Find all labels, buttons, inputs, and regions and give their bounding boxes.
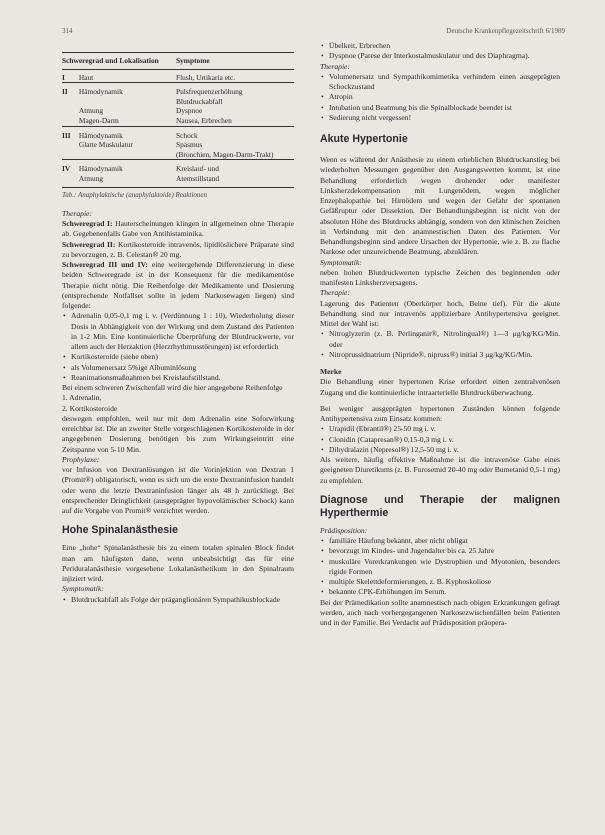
list-item: • Adrenalin 0,05-0,1 mg i. v. (Verdünnung 1 : 10), Wiederholung dieser Dosis in Abhängigkeit von der Wirkung und dem Zustand des Patienten in 1-2 Min. Eine kontinuierliche Überprüfung der Blutdruckwerte, vor allem auch der Herzaktion (Herzrhythmusstörungen) ist erforderlich bbox=[62, 311, 294, 352]
list-item: • muskuläre Vorerkrankungen wie Dystrophien und Myotonien, besonders rigide Formen bbox=[320, 557, 560, 578]
hyperthermie-section-heading: Diagnose und Therapie der malignen Hyperthermie bbox=[320, 493, 560, 519]
weniger-text: Bei weniger ausgeprägten hypertonen Zuständen können folgende Antihypertensiva zum Einsatz kommen: bbox=[320, 403, 560, 423]
list-item: • Sedierung nicht vergessen! bbox=[320, 113, 560, 123]
symptom-cell: Flush, Urtikaria etc. bbox=[176, 69, 294, 83]
hypertonie-symptom-heading: Symptomatik: bbox=[320, 257, 362, 267]
hypertonie-therapie-text: Lagerung des Patienten (Oberkörper hoch, Beine tief). Für die akute Behandlung sind nur intravenös applizierbare Antihypertensiva geeignet. Mittel der Wahl ist: bbox=[320, 298, 560, 328]
symptom-cell: Blutdruckabfall bbox=[176, 96, 223, 106]
symptom-cell: Schock bbox=[176, 126, 294, 140]
symptom-cell: Kreislauf- und bbox=[176, 160, 294, 174]
list-item: • Kortikosteroide (siehe oben) bbox=[62, 352, 294, 362]
table-row bbox=[62, 83, 294, 97]
localisation-cell: Hämodynamik bbox=[79, 160, 176, 174]
spinal-symptom-list bbox=[62, 595, 294, 605]
symptom-cell: (Bronchien, Magen-Darm-Trakt) bbox=[176, 149, 274, 159]
table-row bbox=[62, 126, 294, 140]
grade34-paragraph bbox=[62, 260, 294, 311]
right-column bbox=[320, 41, 560, 628]
spinal-therapie-list bbox=[320, 72, 560, 123]
table-caption: Tab.: Anaphylaktische (anaphylaktoide) Reaktionen bbox=[62, 187, 294, 200]
praedisposition-list bbox=[320, 536, 560, 598]
symptom-cell: Pulsfrequenzerhöhung bbox=[176, 83, 294, 97]
hypertonie-symptom-text: neben hohen Blutdruckwerten typische Zeichen des beginnenden oder manifesten Linksherzversagens. bbox=[320, 267, 560, 287]
grade-cell bbox=[62, 97, 79, 107]
list-item: • Reanimationsmaßnahmen bei Kreislaufstillstand. bbox=[62, 373, 294, 383]
grade-cell bbox=[62, 106, 79, 116]
therapie-heading: Therapie: bbox=[62, 208, 92, 218]
order-step-1: 1. Adrenalin, bbox=[62, 393, 102, 403]
anaphylaxis-table bbox=[62, 53, 294, 184]
antihypertensiva-list bbox=[320, 424, 560, 455]
hypertonie-text: Wenn es während der Anästhesie zu einem erheblichen Blutdruckanstieg bei wiederholten Messungen gegenüber den Ausgangswerten kommt, ist eine Behandlung erforderlich wegen drohender oder manifester Linksherzdekompensation mit Lungenödem, wegen möglicher Enzephalopathie bei Hirnödem und wegen der Gefahr der spontanen Gefäßruptur oder Dissektion. Der Behandlungsbeginn ist nicht von der absoluten Höhe des Blutdrucks abhängig, sondern von den klinischen Zeichen in Verbindung mit den anamnestischen Daten des Patienten. Vor Behandlungsbeginn sind andere Ursachen der Hypertonie, wie z. B. zu flache Narkose oder unzureichende Beatmung, abzuklären. bbox=[320, 155, 560, 257]
localisation-cell bbox=[79, 97, 176, 107]
diuretikum-text: Als weitere, häufig effektive Maßnahme ist die intravenöse Gabe eines geeigneten Diuretikums (z. B. Furosemid 20-40 mg oder Bumetanid 0,5-1 mg) zu empfehlen. bbox=[320, 455, 560, 485]
order-intro: Bei einem schweren Zwischenfall wird die hier angegebene Reihenfolge bbox=[62, 383, 283, 393]
grade2-label: Schweregrad II: bbox=[62, 239, 116, 249]
table-row bbox=[62, 140, 294, 150]
table-row bbox=[62, 69, 294, 83]
hypertonie-therapie-heading: Therapie: bbox=[320, 288, 350, 298]
table-header-grade: Schweregrad und Lokalisation bbox=[62, 56, 159, 65]
merke-text: Die Behandlung einer hypertonen Krise erfordert einen zentralvenösen Zugang und die kontinuierliche intraarterielle Blutdrucküberwachung. bbox=[320, 377, 560, 397]
order-explanation: deswegen empfohlen, weil nur mit dem Adrenalin eine Soforwirkung erreichbar ist. Die an zweiter Stelle vorgeschlagenen Kortikosteroide in der angegebenen Dosierung benötigen bis zum Wirkungseintritt eine Zeitspanne von 5-10 Min. bbox=[62, 413, 294, 454]
grade1-text: Hauterscheinungen klingen in allgemeinen ohne Therapie ab. Gegebenenfalls Gabe von Antihistaminika. bbox=[62, 219, 294, 239]
grade1-paragraph bbox=[62, 219, 294, 240]
table-row bbox=[62, 116, 294, 126]
grade-cell: III bbox=[62, 126, 79, 140]
symptom-cell: Atemstillstand bbox=[176, 173, 220, 183]
grade34-label: Schweregrad III und IV: bbox=[62, 260, 148, 270]
list-item: • Intubation und Beatmung bis die Spinalblockade beendet ist bbox=[320, 103, 560, 113]
list-item: • Volumenersatz und Sympathikomimetika verhindern einen ausgeprägten Schockzustand bbox=[320, 72, 560, 93]
list-item: • Dihydralazin (Nepresol®) 12,5-50 mg i. v. bbox=[320, 445, 560, 455]
list-item: • Nitroglyzerin (z. B. Perlinganit®, Nitrolingual®) 1—3 μg/kg/KG/Min. oder bbox=[320, 329, 560, 350]
page-number: 314 bbox=[62, 27, 73, 35]
merke-heading: Merke bbox=[320, 367, 342, 376]
list-item: • Atropin bbox=[320, 92, 560, 102]
list-item: • Clonidin (Catapresan®) 0,15-0,3 mg i. v. bbox=[320, 435, 560, 445]
table-row bbox=[62, 160, 294, 174]
table-row bbox=[62, 97, 294, 107]
prophylaxe-text: vor Infusion von Dextranlösungen ist die Vorinjektion von Dextran 1 (Promit®) obligatorisch, wenn es sich um die erste Dextraninfusion handelt oder wenn die letzte Dextraninfusion länger als 48 h zurückliegt. Bei entsprechender Dringlichkeit (ausgeprägter hypovolämischer Schock) kann auf die Vorgabe von Promit® verzichtet werden. bbox=[62, 465, 294, 516]
order-step-2: 2. Kortikosteroide bbox=[62, 403, 118, 413]
list-item: • bekannte CPK-Erhöhungen im Serum. bbox=[320, 587, 560, 597]
drug-of-choice-list bbox=[320, 329, 560, 360]
spinal-section-heading: Hohe Spinalanästhesie bbox=[62, 524, 178, 537]
localisation-cell: Atmung bbox=[78, 106, 104, 116]
localisation-cell: Haut bbox=[79, 69, 176, 83]
grade-cell bbox=[62, 140, 79, 150]
grade-cell: I bbox=[62, 69, 79, 83]
list-item: • multiple Skelettdeformierungen, z. B. Kyphoskoliose bbox=[320, 577, 560, 587]
hypertonie-section-heading: Akute Hypertonie bbox=[320, 133, 408, 145]
grade-cell bbox=[62, 174, 79, 184]
grade-cell bbox=[62, 150, 79, 160]
grade34-text: eine weitergehende Differenzierung in diese beiden Schweregrade ist in der Konsequenz für die medikamentöse Therapie nicht nötig. Die Reihenfolge der Medikamente und Dosierung (entsprechende Notfallset sollte in jedem Narkosewagen liegen) sind folgende: bbox=[62, 260, 295, 311]
list-item: • bevorzugt im Kindes- und Jugendalter bis ca. 25 Jahre bbox=[320, 546, 560, 556]
symptom-cell: Dyspnoe bbox=[176, 106, 203, 116]
localisation-cell: Atmung bbox=[78, 173, 104, 183]
journal-header: Deutsche Krankenpflegezeitschrift 6/1989 bbox=[446, 27, 565, 35]
list-item: • als Volumenersatz 5%ige Albuminlösung bbox=[62, 363, 294, 373]
grade2-text: Kortikosteroide intravenös, lipidlöslichere Präparate sind zu bevorzugen, z. B. Celestan® 20 mg. bbox=[62, 239, 294, 259]
spinal-therapie-heading: Therapie: bbox=[320, 61, 350, 71]
symptom-cell: Spasmus bbox=[176, 140, 203, 150]
medication-list bbox=[62, 311, 294, 383]
table-row bbox=[62, 106, 294, 116]
grade1-label: Schweregrad I: bbox=[62, 219, 113, 229]
prophylaxe-heading: Prophylaxe: bbox=[62, 454, 100, 464]
grade2-paragraph bbox=[62, 240, 294, 261]
table-row bbox=[62, 150, 294, 160]
list-item: • Dyspnoe (Parese der Interkostalmuskulatur und des Diaphragma). bbox=[320, 51, 560, 61]
praedisposition-heading: Prädisposition: bbox=[320, 525, 368, 535]
praemedikation-text: Bei der Prämedikation sollte anamnestisch nach obigen Erkrankungen gefragt werden, auch nach vorhergegangenen Narkosezwischenfällen beim Patienten und in der Familie. Bei Verdacht auf Prädisposition präopera- bbox=[320, 597, 560, 627]
list-item: • familiäre Häufung bekannt, aber nicht obligat bbox=[320, 536, 560, 546]
spinal-text: Eine „hohe“ Spinalanästhesie bis zu einem totalen spinalen Block findet man am häufigsten dann, wenn unbeabsichtigt das für eine Periduralanästhesie vorgesehene Lokalanästhetikum in den Spinalraum injiziert wird. bbox=[62, 543, 294, 584]
table-row bbox=[62, 174, 294, 184]
spinal-symptom-heading: Symptomatik: bbox=[62, 584, 104, 594]
list-item: • Übelkeit, Erbrechen bbox=[320, 41, 560, 51]
list-item: • Urapidil (Ebrantil®) 25-50 mg i. v. bbox=[320, 424, 560, 434]
table-body bbox=[62, 69, 294, 183]
localisation-cell: Glatte Muskulatur bbox=[78, 140, 133, 150]
localisation-cell: Hämodynamik bbox=[79, 126, 176, 140]
symptom-cell: Nausea, Erbrechen bbox=[176, 115, 232, 125]
table-header-symptoms: Symptome bbox=[176, 56, 210, 65]
localisation-cell: Hämodynamik bbox=[79, 83, 176, 97]
grade-cell: II bbox=[62, 83, 79, 97]
list-item: • Nitroprussidnatrium (Nipride®, nipruss®) initial 3 μg/kg/KG/Min. bbox=[320, 350, 560, 360]
spinal-symptom-list-cont bbox=[320, 41, 560, 62]
localisation-cell bbox=[79, 150, 176, 160]
grade-cell bbox=[62, 116, 79, 126]
list-item: • Blutdruckabfall als Folge der präganglionären Sympathikusblockade bbox=[62, 595, 294, 605]
left-column bbox=[62, 52, 294, 605]
localisation-cell: Magen-Darm bbox=[78, 115, 119, 125]
grade-cell: IV bbox=[62, 160, 79, 174]
